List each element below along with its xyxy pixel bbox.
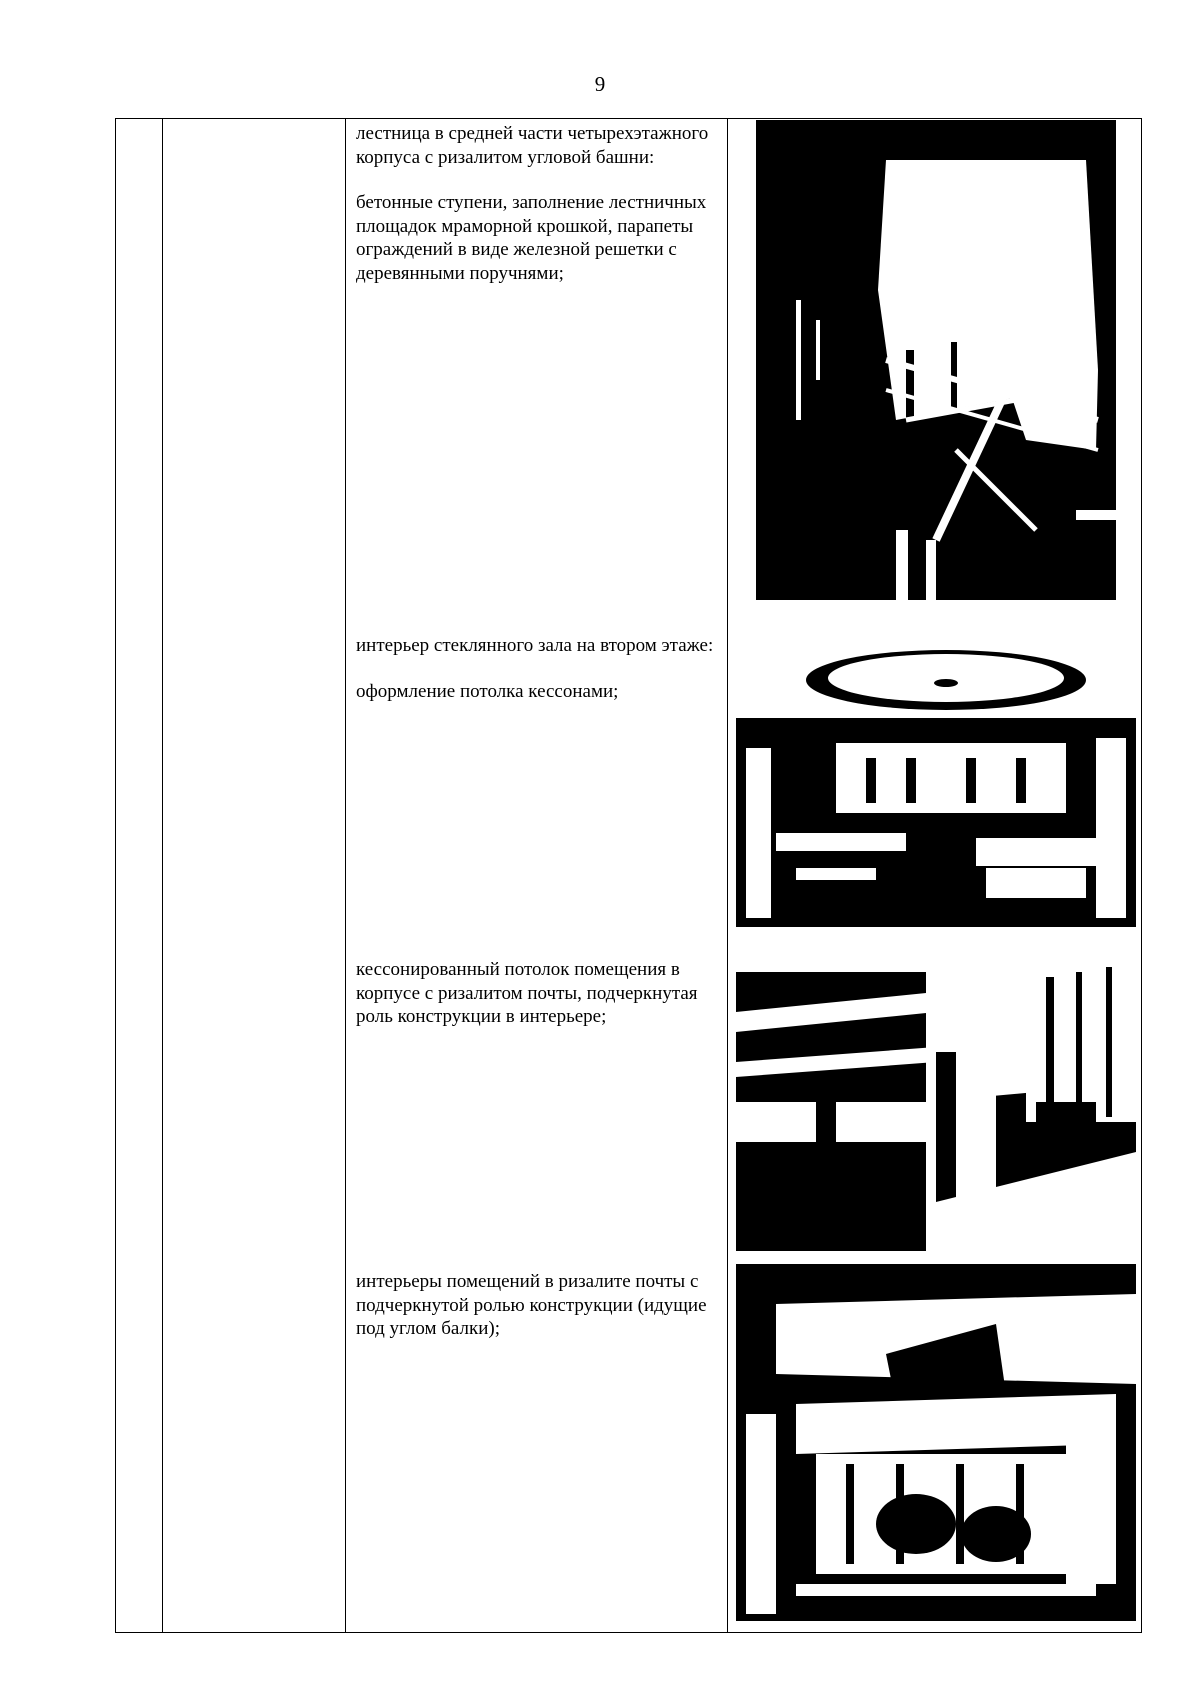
glass-hall-photo	[736, 628, 1136, 927]
entry-heading: интерьер стеклянного зала на втором этаже:	[356, 635, 714, 656]
entry-description	[356, 634, 716, 703]
column-divider	[727, 118, 728, 1633]
entry-heading: лестница в средней части четырехэтажного корпуса с ризалитом угловой башни:	[356, 123, 709, 168]
entry-description	[356, 122, 716, 285]
coffered-ceiling-photo	[736, 952, 1136, 1251]
column-divider	[162, 118, 163, 1633]
entry-heading: кессонированный потолок помещения в корпусе с ризалитом почты, подчеркнутая роль конструкции в интерьере;	[356, 959, 698, 1027]
page-number: 9	[594, 72, 606, 96]
staircase-photo	[756, 120, 1116, 600]
entry-description	[356, 1270, 716, 1341]
entry-detail: оформление потолка кессонами;	[356, 680, 619, 702]
entry-heading: интерьеры помещений в ризалите почты с подчеркнутой ролью конструкции (идущие под углом балки);	[356, 1271, 707, 1339]
column-divider	[345, 118, 346, 1633]
post-office-interior-photo	[736, 1264, 1136, 1621]
entry-detail: бетонные ступени, заполнение лестничных площадок мраморной крошкой, парапеты ограждений в виде железной решетки с деревянными поручнями;	[356, 192, 707, 284]
entry-description	[356, 958, 716, 1029]
